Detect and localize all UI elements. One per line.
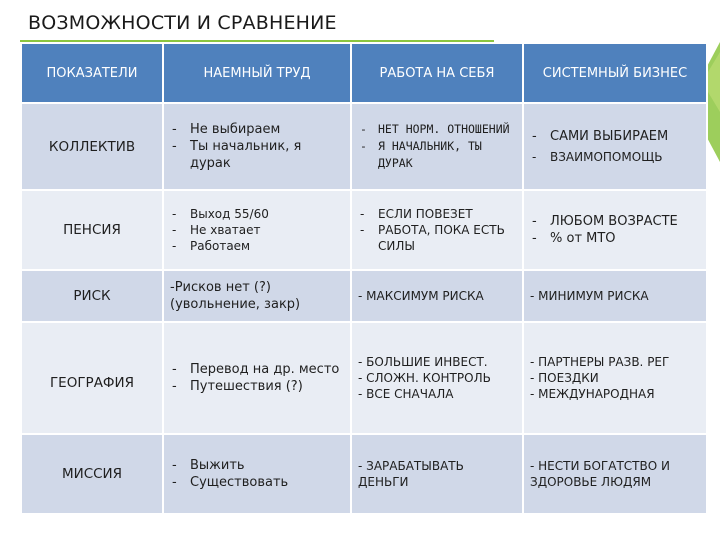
list-item: - Перевод на др. место (170, 361, 342, 378)
cell-system (523, 270, 707, 322)
cell-hired (163, 322, 351, 434)
table-row-collective (21, 103, 707, 190)
list-item: - Выжить (170, 457, 342, 474)
cell-self (351, 270, 523, 322)
cell-line: - МЕЖДУНАРОДНАЯ (530, 387, 655, 401)
list-item: - % от МТО (530, 230, 698, 247)
cell-hired (163, 270, 351, 322)
list-item: - САМИ ВЫБИРАЕМ (530, 128, 698, 145)
slide-title: ВОЗМОЖНОСТИ И СРАВНЕНИЕ (28, 12, 337, 34)
cell-self (351, 322, 523, 434)
header-system-business: СИСТЕМНЫЙ БИЗНЕС (523, 43, 707, 103)
list-item: - Ты начальник, я дурак (170, 138, 342, 172)
list-item: - ВЗАИМОПОМОЩЬ (530, 149, 698, 166)
cell-hired (163, 103, 351, 190)
table-row-geography (21, 322, 707, 434)
cell-line: - ПОЕЗДКИ (530, 371, 599, 385)
header-indicators: ПОКАЗАТЕЛИ (21, 43, 163, 103)
list-item: - Не хватает (170, 222, 342, 238)
list-item: - Путешествия (?) (170, 378, 342, 395)
table-header-row (21, 43, 707, 103)
list-item: - РАБОТА, ПОКА ЕСТЬ СИЛЫ (358, 222, 514, 254)
cell-system (523, 434, 707, 514)
cell-text: - МАКСИМУМ РИСКА (358, 289, 484, 303)
header-self-employment: РАБОТА НА СЕБЯ (351, 43, 523, 103)
header-hired-labor: НАЕМНЫЙ ТРУД (163, 43, 351, 103)
list-item: - Не выбираем (170, 121, 342, 138)
list-item: - ЕСЛИ ПОВЕЗЕТ (358, 206, 514, 222)
cell-text: - ЗАРАБАТЫВАТЬ ДЕНЬГИ (358, 459, 464, 489)
cell-line: - ПАРТНЕРЫ РАЗВ. РЕГ (530, 355, 670, 369)
cell-text: -Рисков нет (?) (увольнение, закр) (170, 280, 301, 312)
cell-self (351, 103, 523, 190)
table-row-risk (21, 270, 707, 322)
cell-line: - СЛОЖН. КОНТРОЛЬ (358, 371, 491, 385)
table-row-pension (21, 190, 707, 270)
cell-self (351, 434, 523, 514)
list-item: - НЕТ НОРМ. ОТНОШЕНИЙ (358, 121, 514, 138)
row-label: РИСК (21, 270, 163, 322)
row-label: ГЕОГРАФИЯ (21, 322, 163, 434)
table-row-mission (21, 434, 707, 514)
cell-text: - МИНИМУМ РИСКА (530, 289, 649, 303)
list-item: - Я НАЧАЛЬНИК, ТЫ ДУРАК (358, 138, 514, 172)
list-item: - Выход 55/60 (170, 206, 342, 222)
comparison-table (20, 42, 708, 515)
cell-system (523, 103, 707, 190)
row-label: ПЕНСИЯ (21, 190, 163, 270)
row-label: КОЛЛЕКТИВ (21, 103, 163, 190)
list-item: - Работаем (170, 238, 342, 254)
cell-text: - НЕСТИ БОГАТСТВО И ЗДОРОВЬЕ ЛЮДЯМ (530, 459, 670, 489)
list-item: - ЛЮБОМ ВОЗРАСТЕ (530, 213, 698, 230)
row-label: МИССИЯ (21, 434, 163, 514)
cell-system (523, 322, 707, 434)
cell-hired (163, 434, 351, 514)
cell-line: - ВСЕ СНАЧАЛА (358, 387, 454, 401)
cell-line: - БОЛЬШИЕ ИНВЕСТ. (358, 355, 488, 369)
list-item: - Существовать (170, 474, 342, 491)
cell-system (523, 190, 707, 270)
cell-self (351, 190, 523, 270)
cell-hired (163, 190, 351, 270)
